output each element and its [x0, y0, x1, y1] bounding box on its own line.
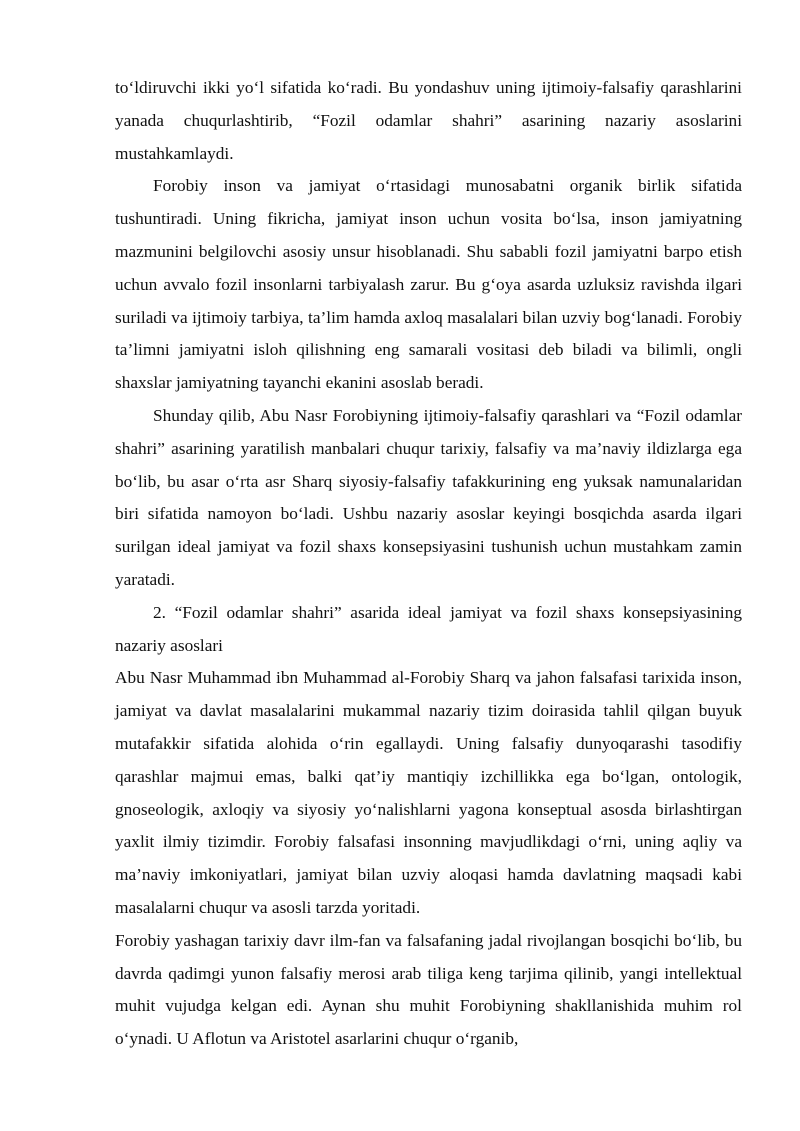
- paragraph-historical-period: Forobiy yashagan tarixiy davr ilm-fan va falsafaning jadal rivojlangan bosqichi bo‘lib, bu davrda qadimgi yunon falsafiy merosi arab tiliga keng tarjima qilinib, yangi intellektual muhit vujudga kelgan edi. Aynan shu muhit Forobiyning shakllanishida muhim rol o‘ynadi. U Aflotun va Aristotel asarlarini chuqur o‘rganib,: [115, 930, 742, 1049]
- section-heading: 2. “Fozil odamlar shahri” asarida ideal jamiyat va fozil shaxs konsepsiyasining nazariy asoslari: [115, 602, 742, 655]
- paragraph-inson-jamiyat: Forobiy inson va jamiyat o‘rtasidagi munosabatni organik birlik sifatida tushuntiradi. Uning fikricha, jamiyat inson uchun vosita bo‘lsa, inson jamiyatning mazmunini belgilovchi asosiy unsur hisoblanadi. Shu sababli fozil jamiyatni barpo etish uchun avvalo fozil insonlarni tarbiyalash zarur. Bu g‘oya asarda uzluksiz ravishda ilgari suriladi va ijtimoiy tarbiya, ta’lim hamda axloq masalalari bilan uzviy bog‘lanadi. Forobiy ta’limni jamiyatni isloh qilishning eng samarali vositasi deb biladi va bilimli, ongli shaxslar jamiyatning tayanchi ekanini asoslab beradi.: [115, 176, 742, 393]
- paragraph-continuation: to‘ldiruvchi ikki yo‘l sifatida ko‘radi. Bu yondashuv uning ijtimoiy-falsafiy qarashlarini yanada chuqurlashtirib, “Fozil odamlar shahri” asarining nazariy asoslarini mustahkamlaydi.: [115, 78, 742, 163]
- paragraph-forobiy-intro: Abu Nasr Muhammad ibn Muhammad al-Forobiy Sharq va jahon falsafasi tarixida inson, jamiyat va davlat masalalarini mukammal nazariy tizim doirasida tahlil qilgan buyuk mutafakkir sifatida alohida o‘rin egallaydi. Uning falsafiy dunyoqarashi tasodifiy qarashlar majmui emas, balki qat’iy mantiqiy izchillikka ega bo‘lgan, ontologik, gnoseologik, axloqiy va siyosiy yo‘nalishlarni yagona konseptual asosda birlashtirgan yaxlit ilmiy tizimdir. Forobiy falsafasi insonning mavjudlikdagi o‘rni, uning aqliy va ma’naviy imkoniyatlari, jamiyat bilan uzviy aloqasi hamda davlatning maqsadi kabi masalalarni chuqur va asosli tarzda yoritadi.: [115, 668, 742, 917]
- document-body: [115, 72, 742, 1056]
- paragraph-conclusion: Shunday qilib, Abu Nasr Forobiyning ijtimoiy-falsafiy qarashlari va “Fozil odamlar shahri” asarining yaratilish manbalari chuqur tarixiy, falsafiy va ma’naviy ildizlarga ega bo‘lib, bu asar o‘rta asr Sharq siyosiy-falsafiy tafakkurining eng yuksak namunalaridan biri sifatida namoyon bo‘ladi. Ushbu nazariy asoslar keyingi bosqichda asarda ilgari surilgan ideal jamiyat va fozil shaxs konsepsiyasini tushunish uchun mustahkam zamin yaratadi.: [115, 405, 742, 589]
